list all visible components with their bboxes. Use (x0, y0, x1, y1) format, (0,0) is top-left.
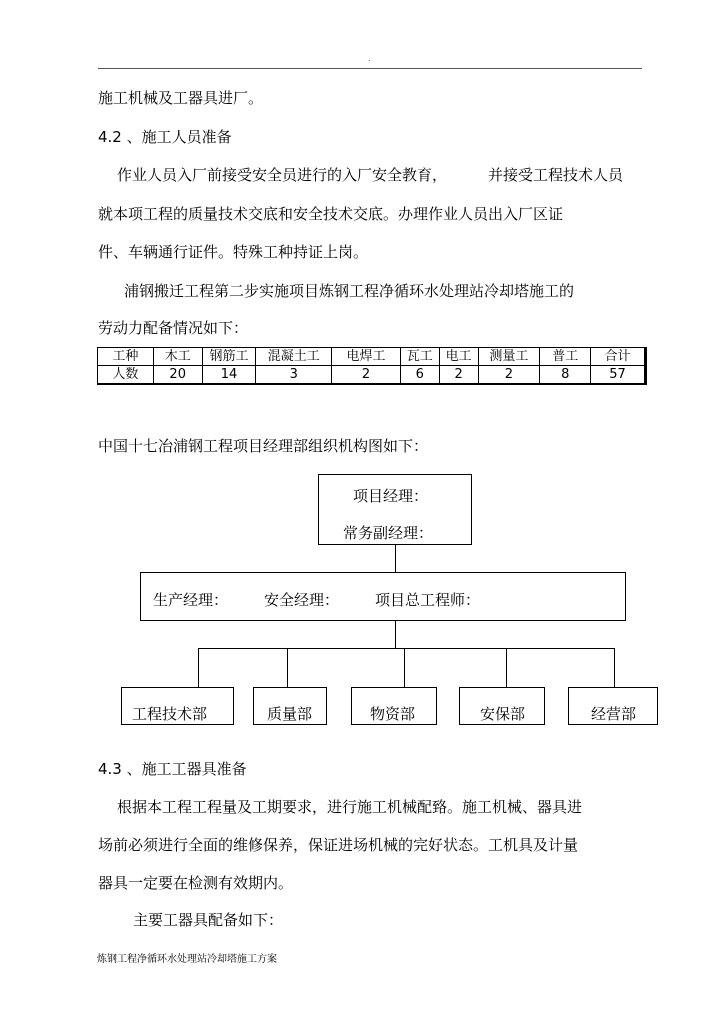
paragraph-1: 施工机械及工器具进厂。 (98, 89, 264, 107)
table-cell: 2 (332, 366, 401, 385)
table-cell: 人数 (98, 366, 154, 385)
dept-box-quality (253, 687, 327, 725)
paragraph-10: 主要工器具配备如下： (133, 911, 284, 929)
table-cell: 2 (439, 366, 478, 385)
paragraph-4: 件、车辆通行证件。特殊工种持证上岗。 (98, 243, 369, 261)
labor-header-row (98, 348, 646, 366)
safety-manager-label: 安全经理： (264, 591, 340, 609)
dept-label: 物资部 (370, 705, 416, 723)
project-manager-label: 项目经理： (353, 487, 429, 505)
dept-box-operations (568, 687, 658, 725)
table-cell: 瓦工 (400, 348, 439, 366)
org-box-managers (140, 572, 626, 621)
org-chart-intro: 中国十七冶浦钢工程项目经理部组织机构图如下： (98, 437, 429, 455)
table-cell: 钢筋工 (202, 348, 256, 366)
connector-dept-4 (506, 648, 507, 687)
footer-title: 炼钢工程净循环水处理站冷却塔施工方案 (97, 954, 277, 965)
paragraph-2a: 作业人员入厂前接受安全员进行的入厂安全教育， (117, 166, 448, 184)
connector-horizontal (198, 648, 614, 649)
table-cell: 工种 (98, 348, 154, 366)
table-cell: 普工 (540, 348, 591, 366)
dept-label: 安保部 (480, 705, 526, 723)
paragraph-5: 浦钢搬迁工程第二步实施项目炼钢工程净循环水处理站冷却塔施工的 (124, 282, 575, 300)
dept-box-materials (351, 687, 437, 725)
header-mark: . (368, 54, 371, 63)
connector-dept-2 (287, 648, 288, 687)
connector-dept-1 (198, 648, 199, 687)
table-cell: 20 (153, 366, 202, 385)
table-cell: 3 (256, 366, 332, 385)
table-cell: 6 (400, 366, 439, 385)
table-cell: 14 (202, 366, 256, 385)
table-cell: 电工 (439, 348, 478, 366)
connector-dept-3 (404, 648, 405, 687)
table-cell: 8 (540, 366, 591, 385)
table-cell: 2 (478, 366, 540, 385)
dept-label: 经营部 (591, 705, 637, 723)
paragraph-8: 场前必须进行全面的维修保养，保证进场机械的完好状态。工机具及计量 (98, 836, 579, 854)
table-cell: 测量工 (478, 348, 540, 366)
paragraph-7: 根据本工程工程量及工期要求，进行施工机械配臵。施工机械、器具进 (117, 798, 583, 816)
connector-top (395, 544, 396, 572)
paragraph-6: 劳动力配备情况如下： (98, 319, 249, 337)
chief-engineer-label: 项目总工程师： (375, 591, 481, 609)
dept-box-engineering (121, 687, 234, 725)
paragraph-3: 就本项工程的质量技术交底和安全技术交底。办理作业人员出入厂区证 (98, 205, 564, 223)
dept-label: 质量部 (267, 705, 313, 723)
dept-label: 工程技术部 (132, 705, 208, 723)
table-cell: 合计 (591, 348, 646, 366)
heading-4-3: 4.3 、施工工器具准备 (98, 760, 247, 778)
labor-count-row (98, 366, 646, 385)
connector-mid (395, 620, 396, 648)
header-rule (98, 68, 642, 69)
dept-box-security (459, 687, 545, 725)
table-cell: 电焊工 (332, 348, 401, 366)
table-cell: 57 (591, 366, 646, 385)
labor-table (97, 347, 647, 385)
production-manager-label: 生产经理： (153, 591, 229, 609)
table-cell: 混凝土工 (256, 348, 332, 366)
table-cell: 木工 (153, 348, 202, 366)
heading-4-2: 4.2 、施工人员准备 (98, 128, 232, 146)
deputy-manager-label: 常务副经理： (343, 524, 434, 542)
paragraph-2b: 并接受工程技术人员 (488, 166, 624, 184)
connector-dept-5 (614, 648, 615, 687)
org-box-management (318, 474, 472, 545)
paragraph-9: 器具一定要在检测有效期内。 (98, 874, 294, 892)
